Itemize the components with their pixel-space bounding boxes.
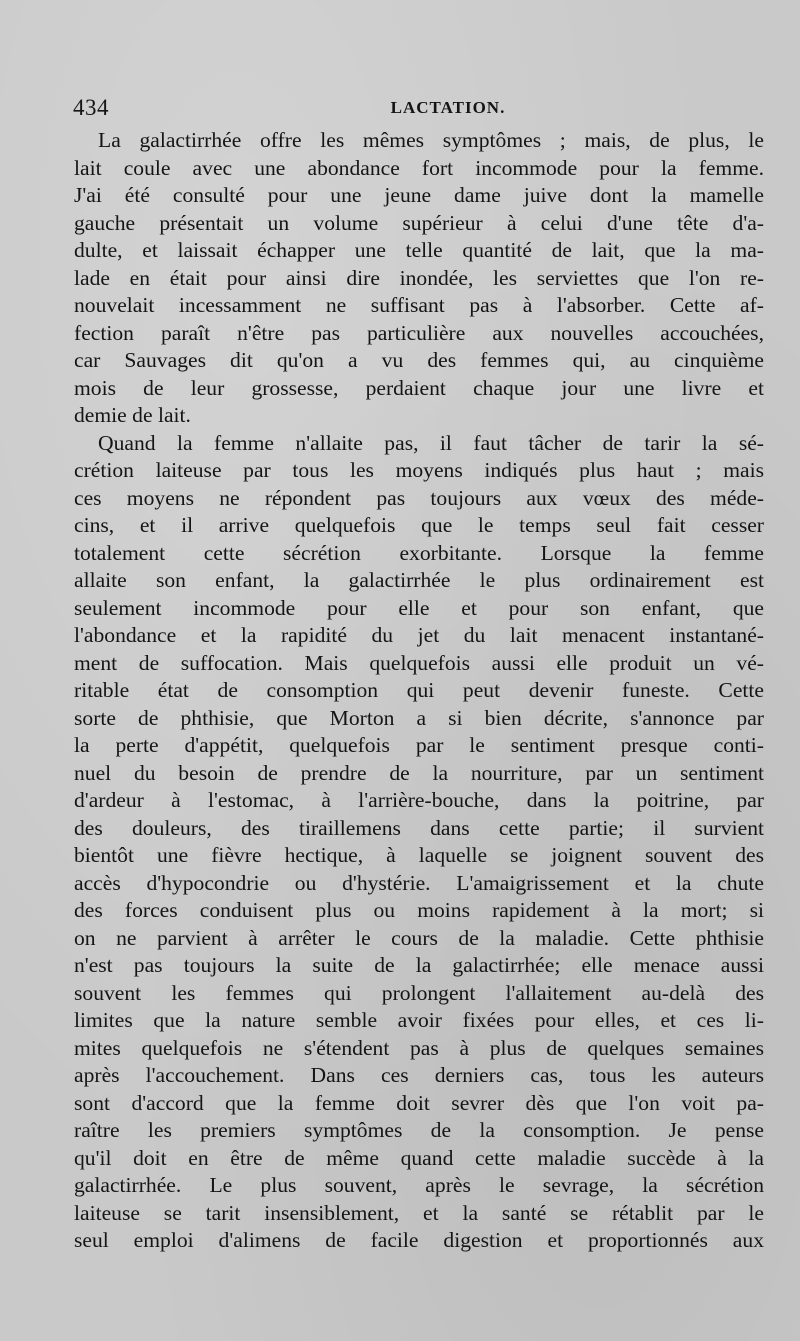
text-line: fection paraît n'être pas particulière aux nouvelles accouchées, [74,320,764,345]
text-line: des douleurs, des tiraillemens dans cette partie; il survient [74,815,764,840]
text-line: nuel du besoin de prendre de la nourriture, par un sentiment [74,760,764,785]
text-line: mois de leur grossesse, perdaient chaque jour une livre et [74,375,764,400]
text-line: lait coule avec une abondance fort incommode pour la femme. [74,155,764,180]
text-line: galactirrhée. Le plus souvent, après le sevrage, la sécrétion [74,1173,764,1197]
text-line: car Sauvages dit qu'on a vu des femmes qui, au cinquième [74,348,764,372]
text-line: crétion laiteuse par tous les moyens indiqués plus haut ; mais [74,458,764,482]
text-line: on ne parvient à arrêter le cours de la maladie. Cette phthisie [74,925,764,950]
text-line: ment de suffocation. Mais quelquefois aussi elle produit un vé- [74,650,764,675]
text-line: n'est pas toujours la suite de la galactirrhée; elle menace aussi [74,953,764,977]
text-line: limites que la nature semble avoir fixées pour elles, et ces li- [74,1008,764,1032]
text-line: J'ai été consulté pour une jeune dame juive dont la mamelle [74,183,764,207]
text-line: ritable état de consomption qui peut devenir funeste. Cette [74,678,764,702]
text-line: seulement incommode pour elle et pour son enfant, que [74,595,764,620]
text-line: gauche présentait un volume supérieur à celui d'une tête d'a- [74,210,764,235]
text-line: l'abondance et la rapidité du jet du lait menacent instantané- [74,623,764,647]
text-line: accès d'hypocondrie ou d'hystérie. L'amaigrissement et la chute [74,870,764,895]
text-line: allaite son enfant, la galactirrhée le plus ordinairement est [74,568,764,592]
page-header [73,95,763,125]
text-line: d'ardeur à l'estomac, à l'arrière-bouche, dans la poitrine, par [74,788,764,812]
text-line: ces moyens ne répondent pas toujours aux vœux des méde- [74,485,764,510]
text-line: sorte de phthisie, que Morton a si bien décrite, s'annonce par [74,705,764,730]
text-line: souvent les femmes qui prolongent l'allaitement au-delà des [74,980,764,1005]
running-head: LACTATION. [390,98,506,117]
body-text [74,127,764,1255]
text-line: seul emploi d'alimens de facile digestion et proportionnés aux [74,1228,764,1252]
text-line: la perte d'appétit, quelquefois par le sentiment presque conti- [74,733,764,757]
text-line: nouvelait incessamment ne suffisant pas à l'absorber. Cette af- [74,293,764,317]
text-line: dulte, et laissait échapper une telle quantité de lait, que la ma- [74,238,764,262]
page-number: 434 [73,95,109,120]
text-line: des forces conduisent plus ou moins rapidement à la mort; si [74,898,764,922]
text-line: cins, et il arrive quelquefois que le temps seul fait cesser [74,513,764,537]
text-line: raître les premiers symptômes de la consomption. Je pense [74,1118,764,1142]
text-line: après l'accouchement. Dans ces derniers cas, tous les auteurs [74,1063,764,1087]
text-line: demie de lait. [74,403,191,427]
text-line: qu'il doit en être de même quand cette maladie succède à la [74,1145,764,1170]
text-line: totalement cette sécrétion exorbitante. Lorsque la femme [74,540,764,565]
text-line: bientôt une fièvre hectique, à laquelle se joignent souvent des [74,843,764,867]
text-line: sont d'accord que la femme doit sevrer dès que l'on voit pa- [74,1090,764,1115]
text-line: Quand la femme n'allaite pas, il faut tâcher de tarir la sé- [98,430,764,455]
text-line: lade en était pour ainsi dire inondée, les serviettes que l'on re- [74,265,764,290]
text-line: La galactirrhée offre les mêmes symptômes ; mais, de plus, le [98,128,764,152]
text-line: mites quelquefois ne s'étendent pas à plus de quelques semaines [74,1035,764,1060]
text-line: laiteuse se tarit insensiblement, et la santé se rétablit par le [74,1200,764,1225]
